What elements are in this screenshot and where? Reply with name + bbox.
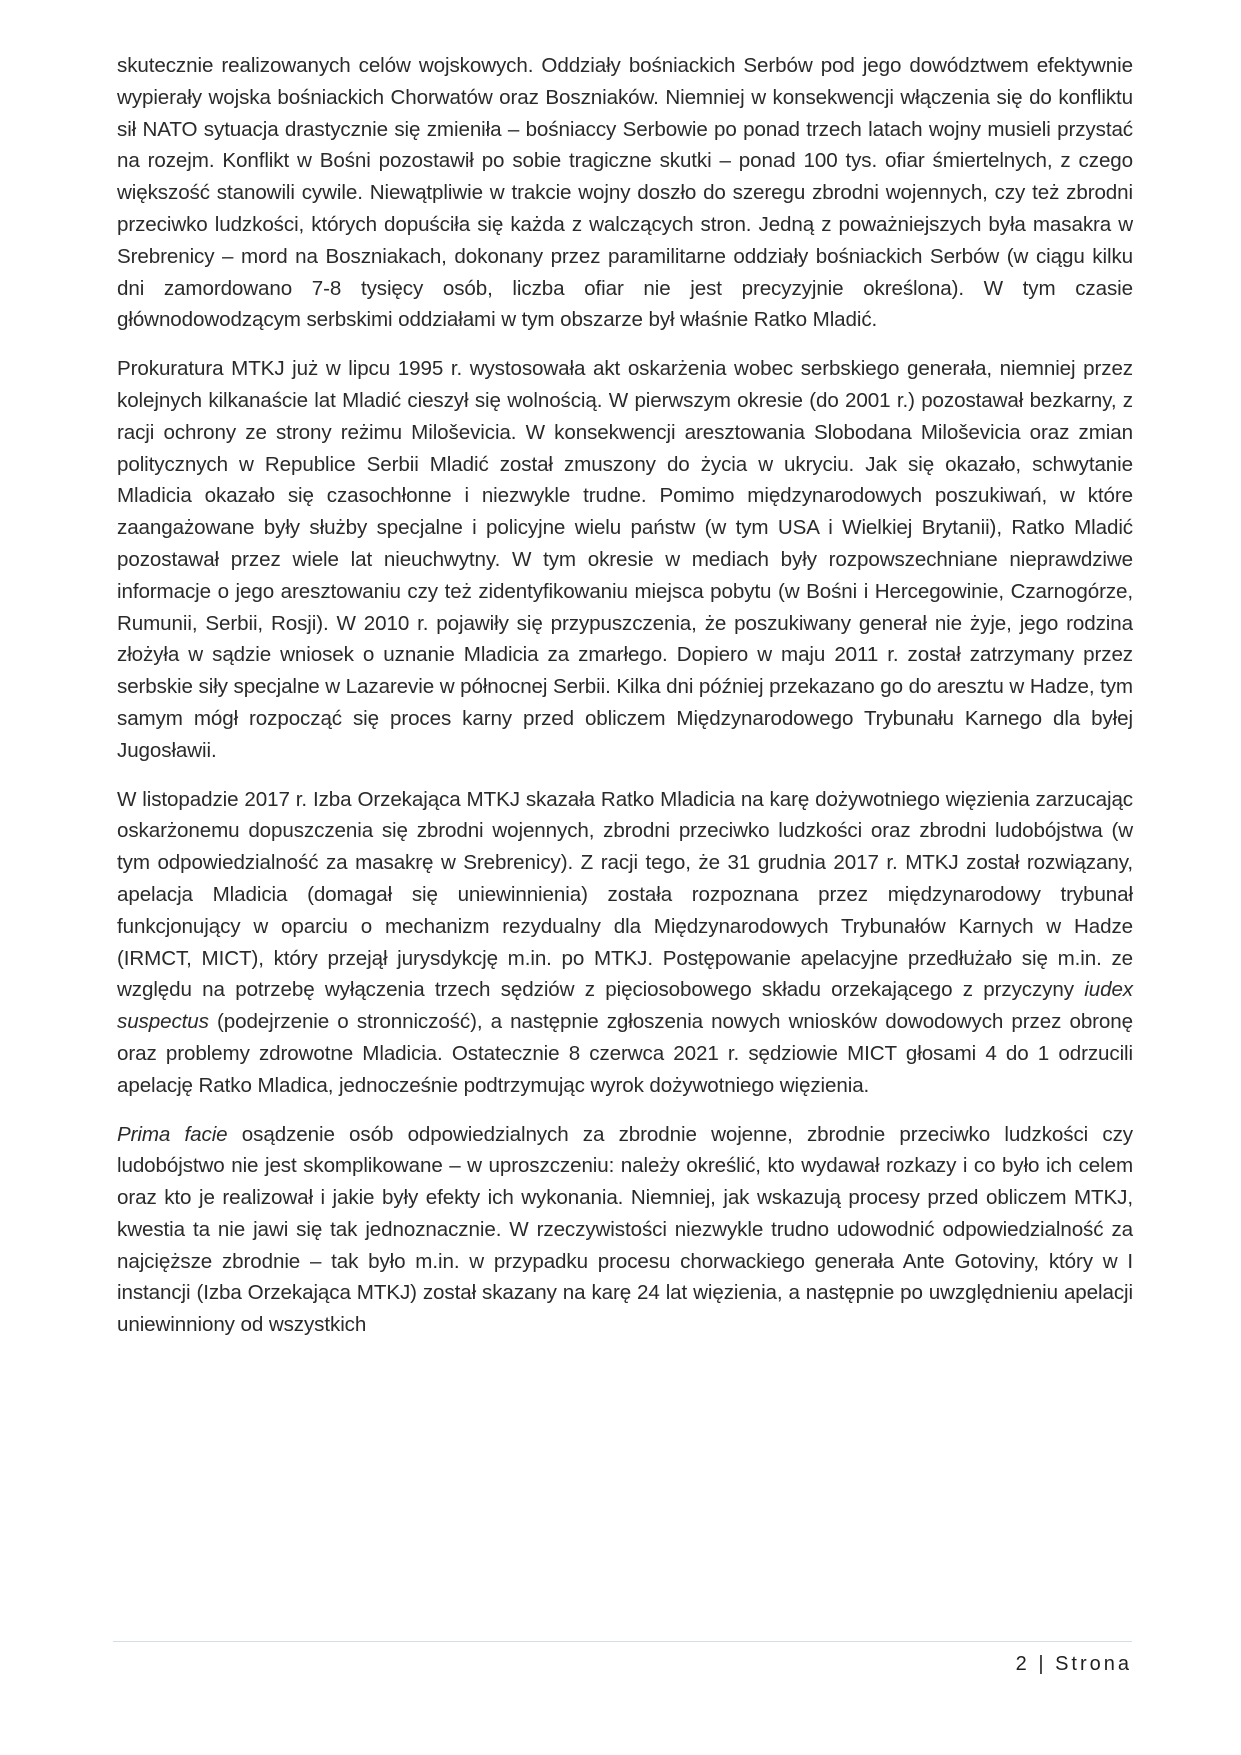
paragraph-4-text: osądzenie osób odpowiedzialnych za zbrodnie wojenne, zbrodnie przeciwko ludzkości czy ludobójstwo nie jest skomplikowane – w uproszczeniu: należy określić, kto wydawał rozkazy i co było ich celem oraz kto je realizował i jakie były efekty ich wykonania. Niemniej, jak wskazują procesy przed obliczem MTKJ, kwestia ta nie jawi się tak jednoznacznie. W rzeczywistości niezwykle trudno udowodnić odpowiedzialność za najcięższe zbrodnie – tak było m.in. w przypadku procesu chorwackiego generała Ante Gotoviny, który w I instancji (Izba Orzekająca MTKJ) został skazany na karę 24 lat więzienia, a następnie po uwzględnieniu apelacji uniewinniony od wszystkich: [117, 1122, 1133, 1337]
paragraph-2: [117, 353, 1133, 766]
paragraph-3: [117, 784, 1133, 1102]
paragraph-2-text: Prokuratura MTKJ już w lipcu 1995 r. wystosowała akt oskarżenia wobec serbskiego generała, niemniej przez kolejnych kilkanaście lat Mladić cieszył się wolnością. W pierwszym okresie (do 2001 r.) pozostawał bezkarny, z racji ochrony ze strony reżimu Miloševicia. W konsekwencji aresztowania Slobodana Miloševicia oraz zmian politycznych w Republice Serbii Mladić został zmuszony do życia w ukryciu. Jak się okazało, schwytanie Mladicia okazało się czasochłonne i niezwykle trudne. Pomimo międzynarodowych poszukiwań, w które zaangażowane były służby specjalne i policyjne wielu państw (w tym USA i Wielkiej Brytanii), Ratko Mladić pozostawał przez wiele lat nieuchwytny. W tym okresie w mediach były rozpowszechniane nieprawdziwe informacje o jego aresztowaniu czy też zidentyfikowaniu miejsca pobytu (w Bośni i Hercegowinie, Czarnogórze, Rumunii, Serbii, Rosji). W 2010 r. pojawiły się przypuszczenia, że poszukiwany generał nie żyje, jego rodzina złożyła w sądzie wniosek o uznanie Mladicia za zmarłego. Dopiero w maju 2011 r. został zatrzymany przez serbskie siły specjalne w Lazarevie w północnej Serbii. Kilka dni później przekazano go do aresztu w Hadze, tym samym mógł rozpocząć się proces karny przed obliczem Międzynarodowego Trybunału Karnego dla byłej Jugosławii.: [117, 357, 1133, 762]
paragraph-3-text-a: W listopadzie 2017 r. Izba Orzekająca MTKJ skazała Ratko Mladicia na karę dożywotniego więzienia zarzucając oskarżonemu dopuszczenia się zbrodni wojennych, zbrodni przeciwko ludzkości oraz zbrodni ludobójstwa (w tym odpowiedzialność za masakrę w Srebrenicy). Z racji tego, że 31 grudnia 2017 r. MTKJ został rozwiązany, apelacja Mladicia (domagał się uniewinnienia) została rozpoznana przez międzynarodowy trybunał funkcjonujący w oparciu o mechanizm rezydualny dla Międzynarodowych Trybunałów Karnych w Hadze (IRMCT, MICT), który przejął jurysdykcję m.in. po MTKJ. Postępowanie apelacyjne przedłużało się m.in. ze względu na potrzebę wyłączenia trzech sędziów z pięciosobowego składu orzekającego z przyczyny: [117, 787, 1133, 1002]
paragraph-4-latin-term: Prima facie: [117, 1122, 228, 1146]
footer-divider: [113, 1641, 1132, 1642]
paragraph-3-text-b: (podejrzenie o stronniczość), a następnie zgłoszenia nowych wniosków dowodowych przez obronę oraz problemy zdrowotne Mladicia. Ostatecznie 8 czerwca 2021 r. sędziowie MICT głosami 4 do 1 odrzucili apelację Ratko Mladica, jednocześnie podtrzymując wyrok dożywotniego więzienia.: [117, 1010, 1133, 1097]
paragraph-3-latin-term: iudex suspectus: [117, 978, 1133, 1034]
paragraph-1: [117, 50, 1133, 336]
document-body: [117, 50, 1133, 1358]
paragraph-4: [117, 1119, 1133, 1342]
paragraph-1-text: skutecznie realizowanych celów wojskowych. Oddziały bośniackich Serbów pod jego dowództwem efektywnie wypierały wojska bośniackich Chorwatów oraz Boszniaków. Niemniej w konsekwencji włączenia się do konfliktu sił NATO sytuacja drastycznie się zmieniła – bośniaccy Serbowie po ponad trzech latach wojny musieli przystać na rozejm. Konflikt w Bośni pozostawił po sobie tragiczne skutki – ponad 100 tys. ofiar śmiertelnych, z czego większość stanowili cywile. Niewątpliwie w trakcie wojny doszło do szeregu zbrodni wojennych, czy też zbrodni przeciwko ludzkości, których dopuściła się każda z walczących stron. Jedną z poważniejszych była masakra w Srebrenicy – mord na Boszniakach, dokonany przez paramilitarne oddziały bośniackich Serbów (w ciągu kilku dni zamordowano 7-8 tysięcy osób, liczba ofiar nie jest precyzyjnie określona). W tym czasie głównodowodzącym serbskimi oddziałami w tym obszarze był właśnie Ratko Mladić.: [117, 54, 1133, 332]
page-number: 2 | Strona: [1015, 1653, 1132, 1675]
